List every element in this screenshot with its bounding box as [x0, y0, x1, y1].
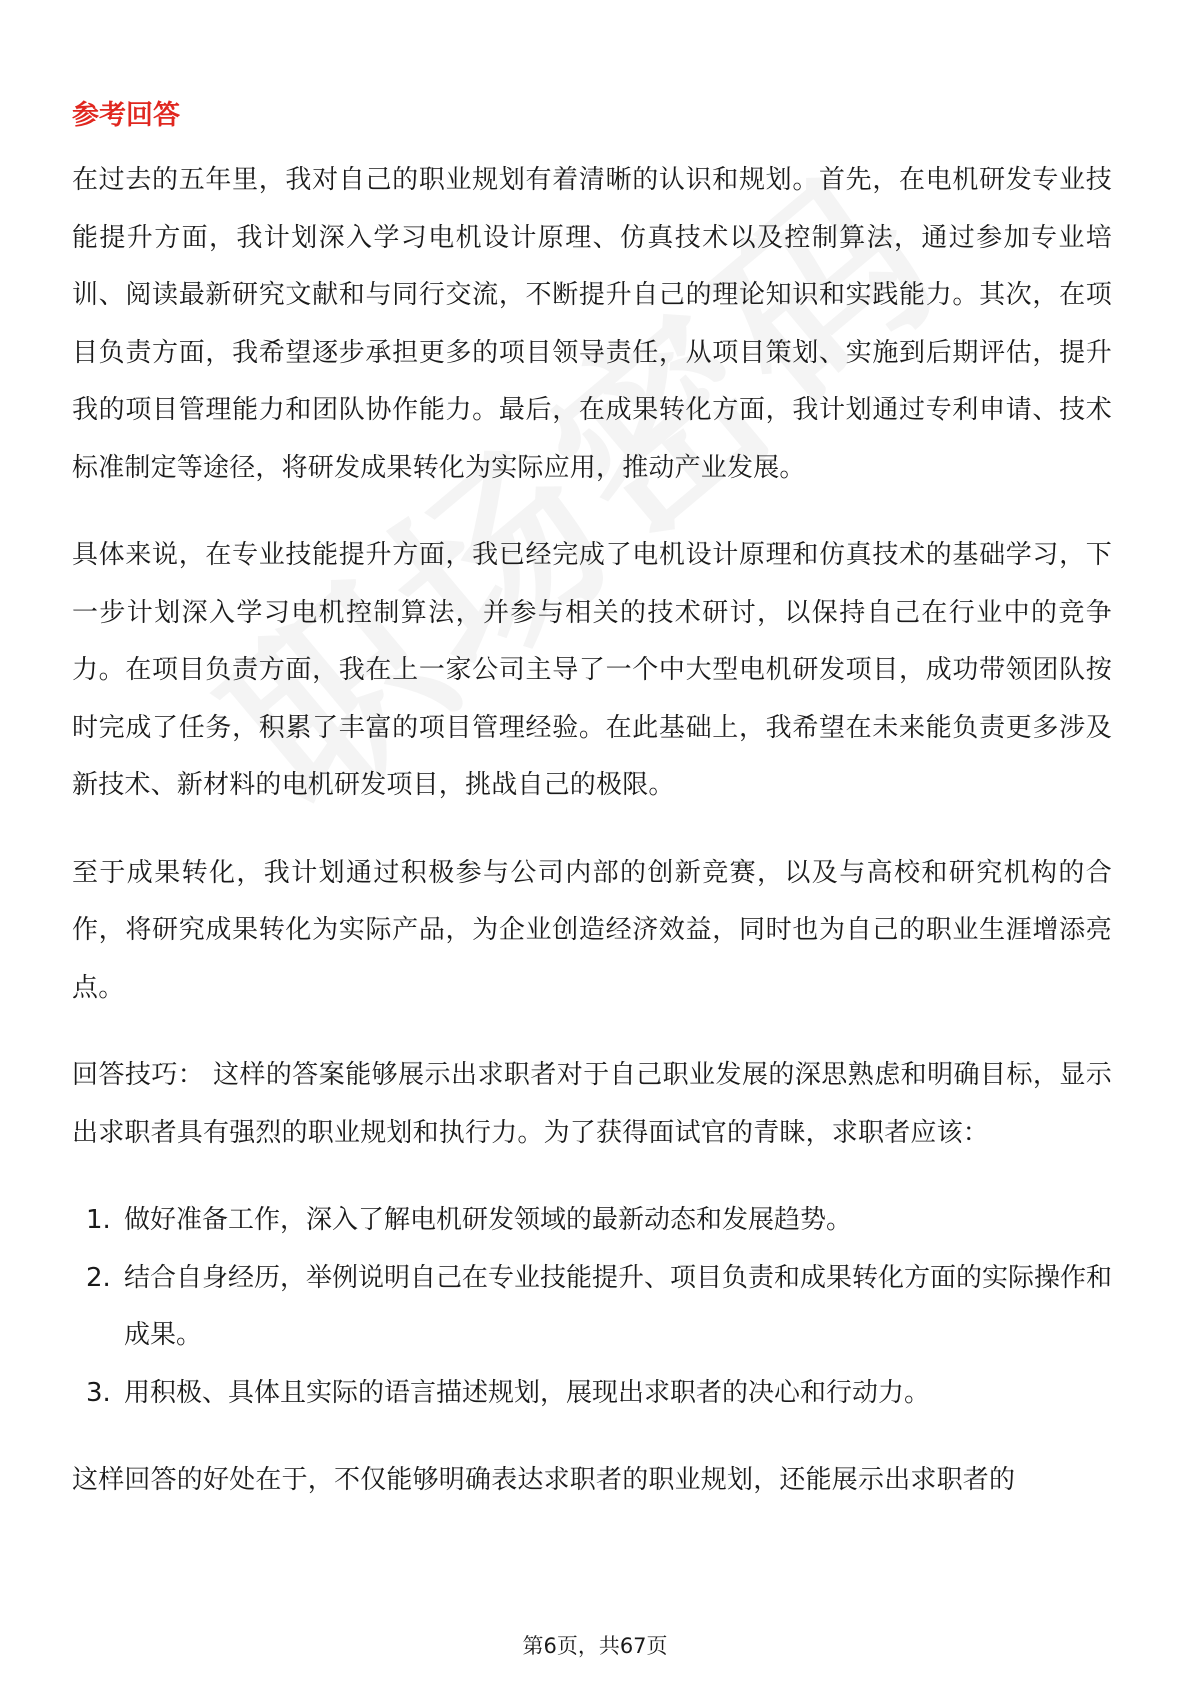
paragraph-1: 在过去的五年里，我对自己的职业规划有着清晰的认识和规划。首先，在电机研发专业技能提升方面，我计划深入学习电机设计原理、仿真技术以及控制算法，通过参加专业培训、阅读最新研究文献和与同行交流，不断提升自己的理论知识和实践能力。其次，在项目负责方面，我希望逐步承担更多的项目领导责任，从项目策划、实施到后期评估，提升我的项目管理能力和团队协作能力。最后，在成果转化方面，我计划通过专利申请、技术标准制定等途径，将研发成果转化为实际应用，推动产业发展。	[72, 165, 1112, 483]
list-item	[72, 1250, 1112, 1365]
tips-intro-paragraph: 回答技巧： 这样的答案能够展示出求职者对于自己职业发展的深思熟虑和明确目标，显示出求职者具有强烈的职业规划和执行力。为了获得面试官的青睐，求职者应该：	[72, 1060, 1113, 1148]
list-item-number: 1.	[86, 1205, 111, 1235]
list-item	[72, 1192, 1112, 1250]
list-item-text: 用积极、具体且实际的语言描述规划，展现出求职者的决心和行动力。	[124, 1377, 931, 1408]
list-item-number: 2.	[86, 1262, 111, 1293]
list-item-text: 做好准备工作，深入了解电机研发领域的最新动态和发展趋势。	[124, 1205, 853, 1235]
tips-list	[72, 1192, 1112, 1422]
page-content	[72, 88, 1112, 1540]
list-item-number: 3.	[86, 1377, 111, 1408]
paragraph-3: 至于成果转化，我计划通过积极参与公司内部的创新竞赛，以及与高校和研究机构的合作，将研究成果转化为实际产品，为企业创造经济效益，同时也为自己的职业生涯增添亮点。	[72, 857, 1112, 1003]
section-title: 参考回答	[72, 100, 180, 131]
last-paragraph: 这样回答的好处在于，不仅能够明确表达求职者的职业规划，还能展示出求职者的	[72, 1465, 1016, 1495]
list-item-text: 结合自身经历，举例说明自己在专业技能提升、项目负责和成果转化方面的实际操作和成果。	[124, 1262, 1113, 1350]
page-number: 第6页，共67页	[522, 1634, 668, 1658]
paragraph-2: 具体来说，在专业技能提升方面，我已经完成了电机设计原理和仿真技术的基础学习，下一步计划深入学习电机控制算法，并参与相关的技术研讨，以保持自己在行业中的竞争力。在项目负责方面，我在上一家公司主导了一个中大型电机研发项目，成功带领团队按时完成了任务，积累了丰富的项目管理经验。在此基础上，我希望在未来能负责更多涉及新技术、新材料的电机研发项目，挑战自己的极限。	[72, 540, 1112, 800]
list-item	[72, 1365, 1112, 1423]
